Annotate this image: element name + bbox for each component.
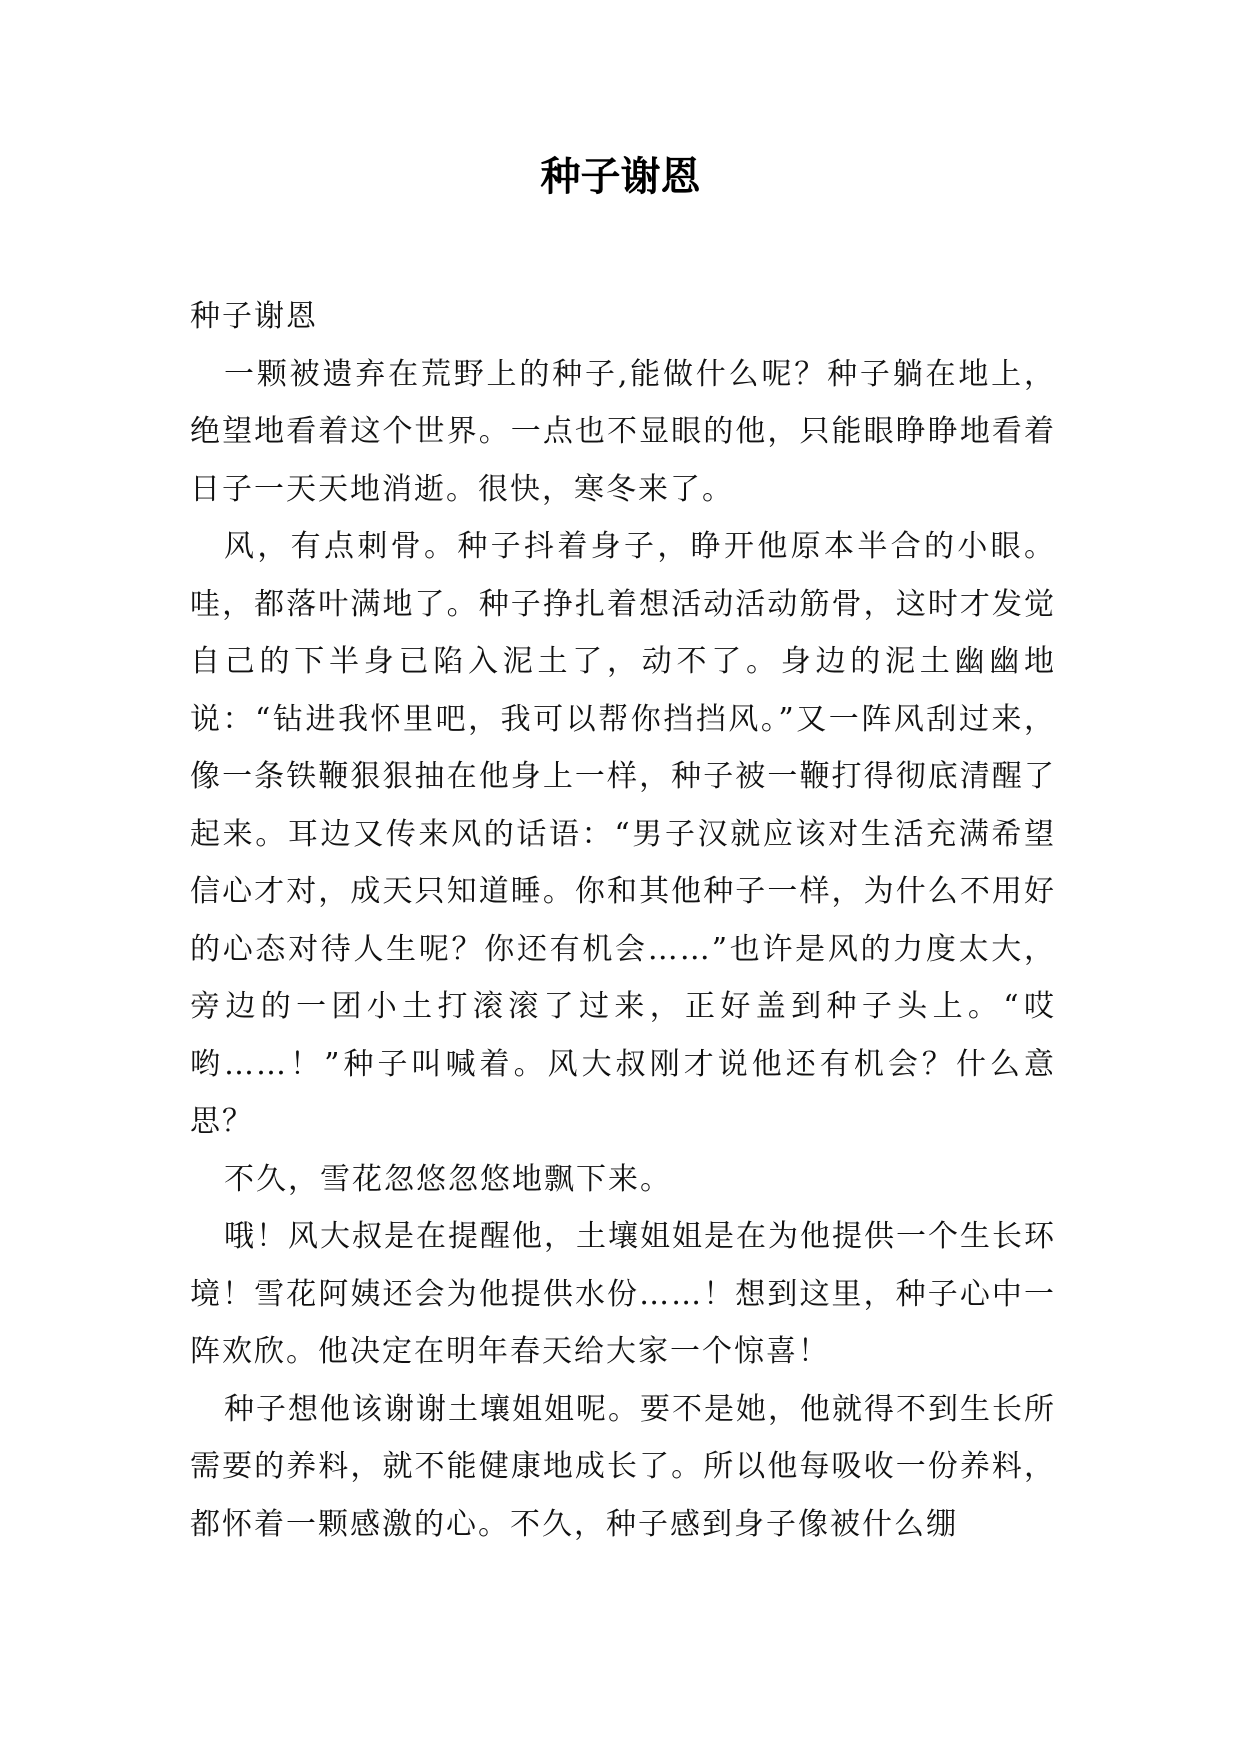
paragraph: 不久，雪花忽悠忽悠地飘下来。 xyxy=(224,1161,672,1197)
paragraph: 哦！风大叔是在提醒他，土壤姐姐是在为他提供一个生长环境！雪花阿姨还会为他提供水份……！想到这里，种子心中一阵欢欣。他决定在明年春天给大家一个惊喜！ xyxy=(190,1219,1056,1369)
document-title: 种子谢恩 xyxy=(540,154,701,200)
paragraph: 风，有点刺骨。种子抖着身子，睁开他原本半合的小眼。哇，都落叶满地了。种子挣扎着想活动活动筋骨，这时才发觉自己的下半身已陷入泥土了，动不了。身边的泥土幽幽地说：“钻进我怀里吧，我可以帮你挡挡风。”又一阵风刮过来，像一条铁鞭狠狠抽在他身上一样，种子被一鞭打得彻底清醒了起来。耳边又传来风的话语：“男子汉就应该对生活充满希望信心才对，成天只知道睡。你和其他种子一样，为什么不用好的心态对待人生呢？你还有机会……”也许是风的力度太大，旁边的一团小土打滚滚了过来，正好盖到种子头上。“哎哟……！”种子叫喊着。风大叔刚才说他还有机会？什么意思？ xyxy=(190,529,1056,1139)
paragraph-heading: 种子谢恩 xyxy=(190,299,318,334)
document-body xyxy=(190,288,1056,1553)
paragraph: 一颗被遗弃在荒野上的种子,能做什么呢？种子躺在地上，绝望地看着这个世界。一点也不显眼的他，只能眼睁睁地看着日子一天天地消逝。很快，寒冬来了。 xyxy=(190,356,1056,507)
paragraph: 种子想他该谢谢土壤姐姐呢。要不是她，他就得不到生长所需要的养料，就不能健康地成长了。所以他每吸收一份养料，都怀着一颗感激的心。不久，种子感到身子像被什么绷 xyxy=(190,1391,1056,1542)
